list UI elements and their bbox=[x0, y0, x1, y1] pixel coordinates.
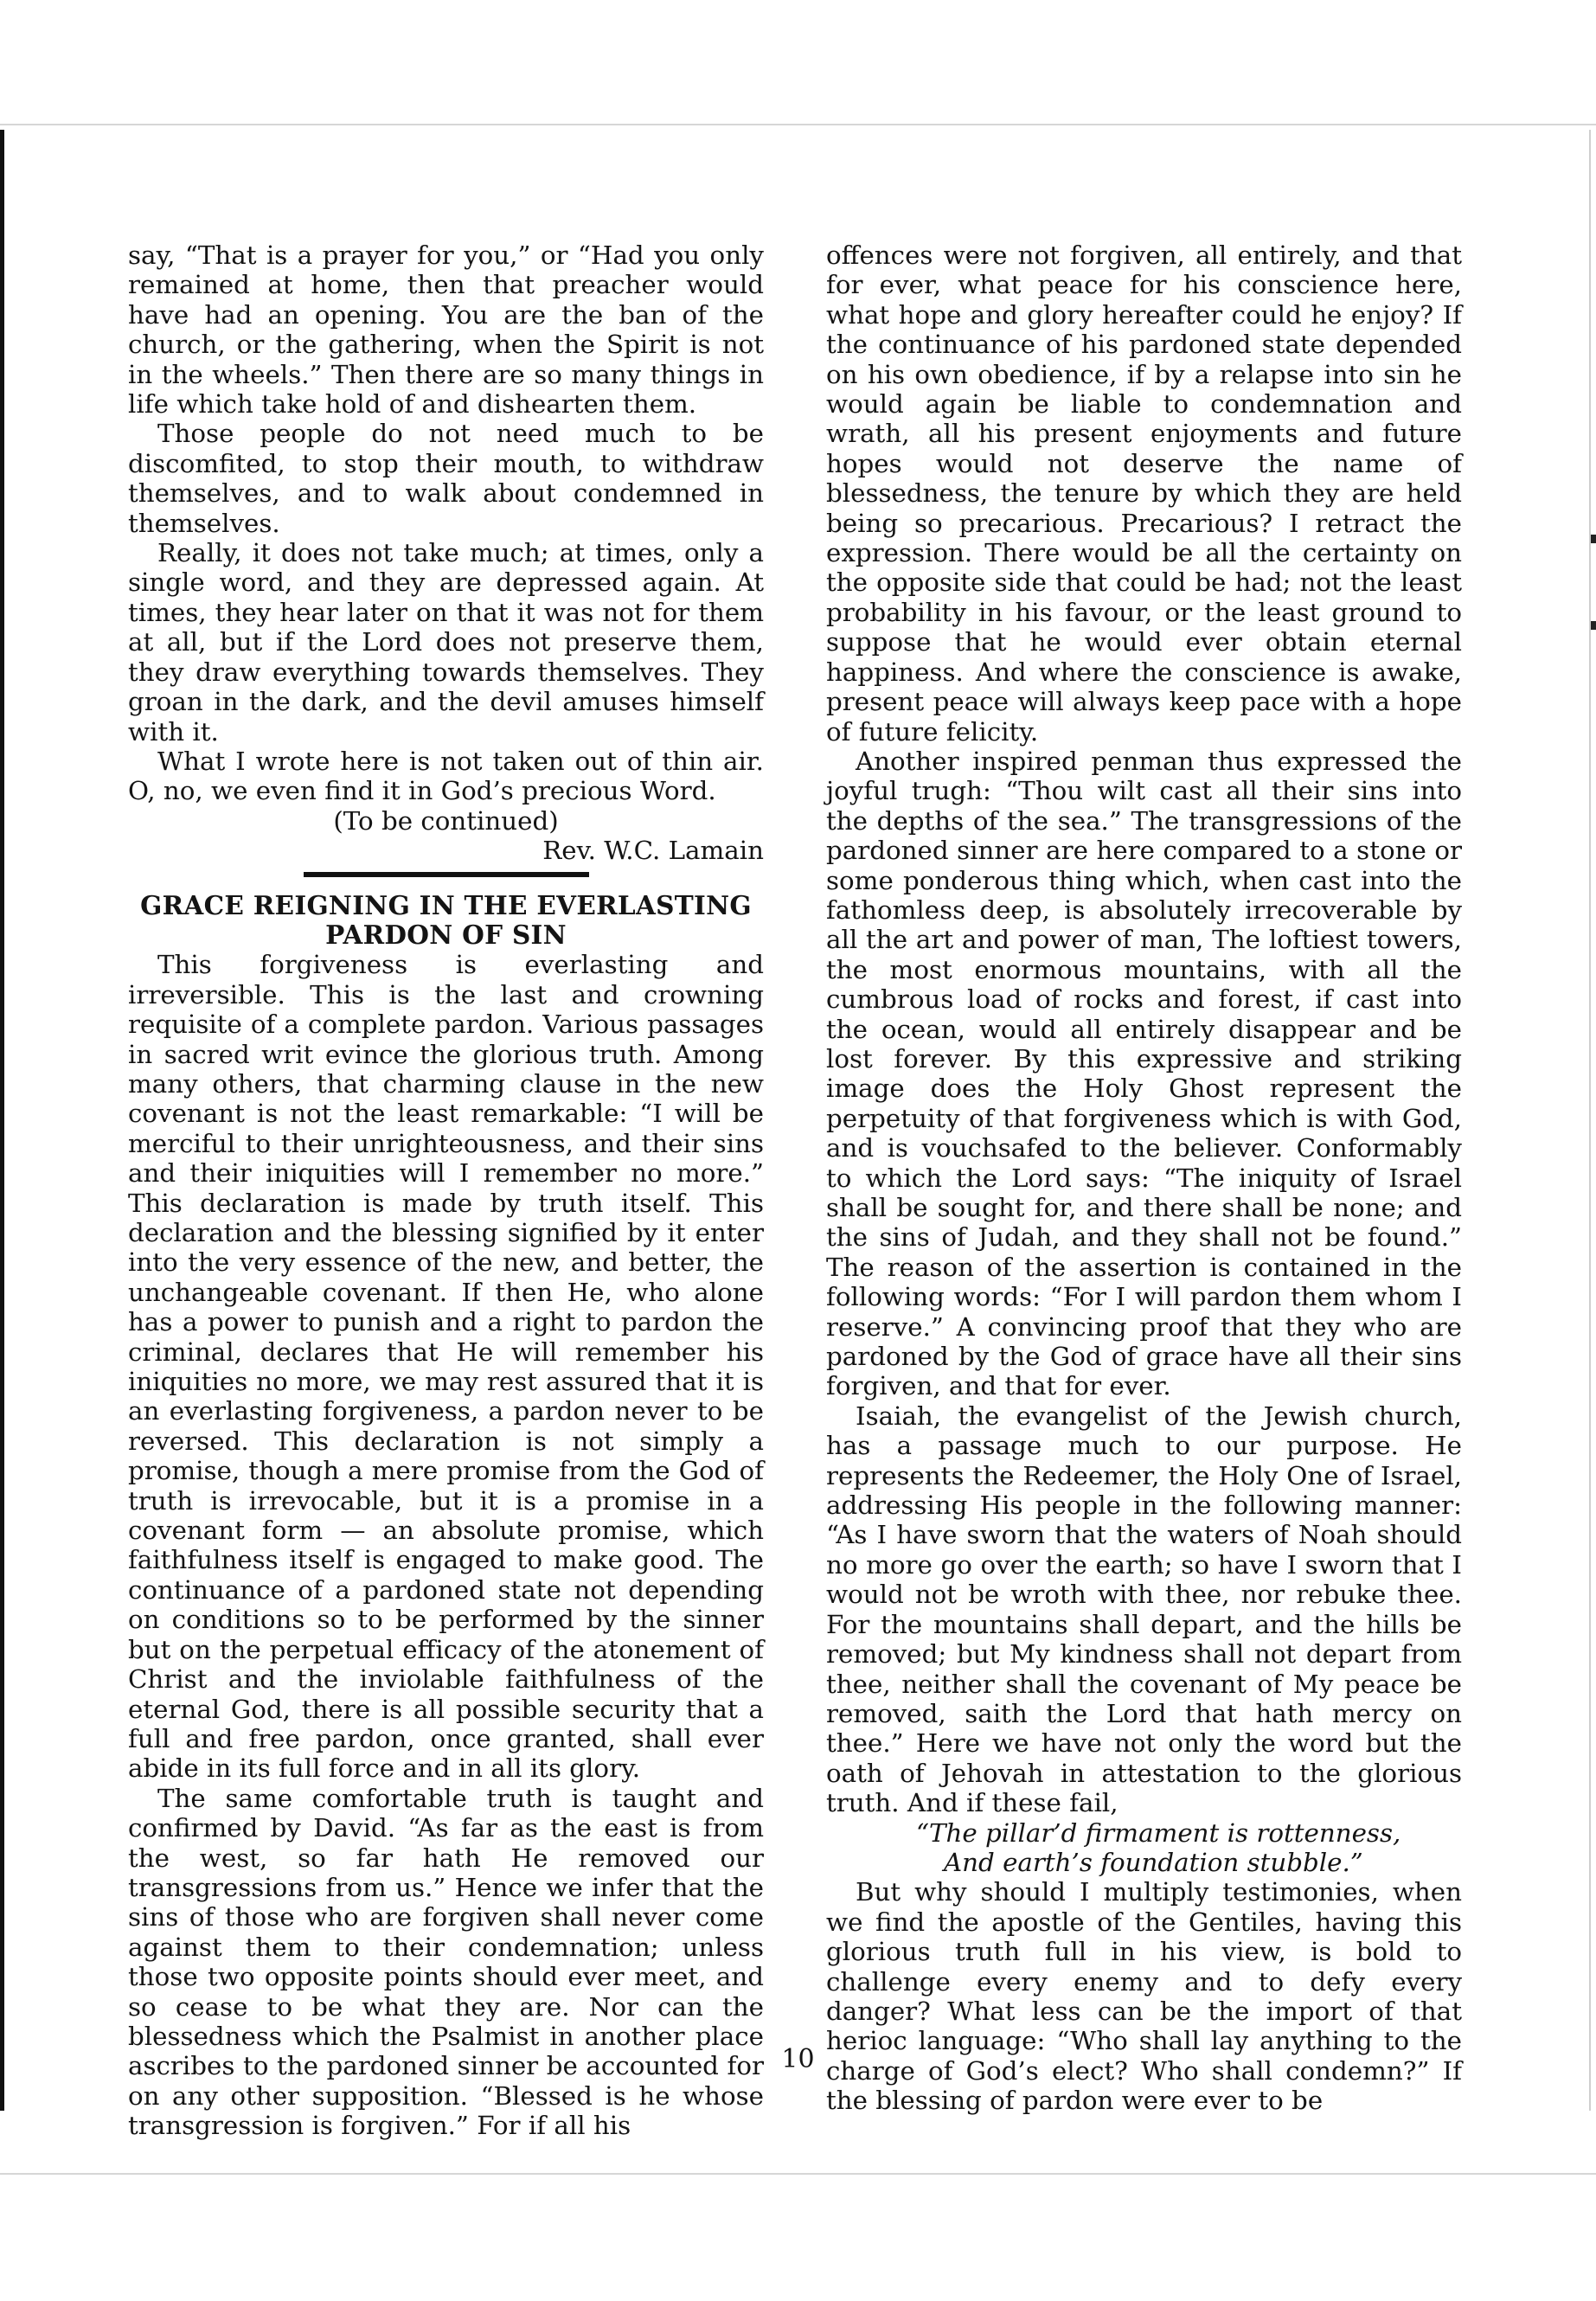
scan-edge-right bbox=[1589, 130, 1591, 2111]
margin-mark bbox=[1591, 621, 1596, 630]
paragraph: This forgiveness is everlasting and irreversible. This is the last and crowning requisite of a complete pardon. Various passages in sacred writ evince the glorious truth. Among many others, that charming clause in the new covenant is not the least remarkable: “I will be merciful to their unrighteousness, and their sins and their iniquities will I remember no more.” This declaration is made by truth itself. This declaration and the blessing signified by it enter into the very essence of the new, and better, the unchangeable covenant. If then He, who alone has a power to punish and a right to pardon the criminal, declares that He will remember his iniquities no more, we may rest assured that it is an everlasting forgiveness, a pardon never to be reversed. This declaration is not simply a promise, though a mere promise from the God of truth is irrevocable, but it is a promise in a covenant form — an absolute promise, which faithfulness itself is engaged to make good. The continuance of a pardoned state not depending on conditions so to be performed by the sinner but on the perpetual efficacy of the atonement of Christ and the inviolable faithfulness of the eternal God, there is all possible security that a full and free pardon, once granted, shall ever abide in its full force and in all its glory. bbox=[128, 950, 764, 1784]
page-number: 10 bbox=[781, 2044, 815, 2074]
poem-line: And earth’s foundation stubble.” bbox=[944, 1847, 1363, 1877]
scan-edge-bottom bbox=[0, 2173, 1596, 2175]
paragraph: Another inspired penman thus expressed the joyful trugh: “Thou wilt cast all their sins into the depths of the sea.” The transgressions of the pardoned sinner are here compared to a stone or some ponderous thing which, when cast into the fathomless deep, is absolutely irrecoverable by all the art and power of man, The loftiest towers, the most enormous mountains, with all the cumbrous load of rocks and forest, if cast into the ocean, would all entirely disappear and be lost forever. By this expressive and striking image does the Holy Ghost represent the perpetuity of that forgiveness which is with God, and is vouchsafed to the believer. Conformably to which the Lord says: “The iniquity of Israel shall be sought for, and there shall be none; and the sins of Judah, and they shall not be found.” The reason of the assertion is contained in the following words: “For I will pardon them whom I reserve.” A convincing proof that they who are pardoned by the God of grace have all their sins forgiven, and that for ever. bbox=[826, 746, 1462, 1401]
right-column bbox=[826, 240, 1462, 2116]
to-be-continued: (To be continued) bbox=[333, 805, 559, 836]
paragraph: But why should I multiply testimonies, when we find the apostle of the Gentiles, having this glorious truth full in his view, is bold to challenge every enemy and to defy every danger? What less can be the import of that herioc language: “Who shall lay anything to the charge of God’s elect? Who shall condemn?” If the blessing of pardon were ever to be bbox=[826, 1877, 1462, 2116]
poem-line: “The pillar’d firmament is rottenness, bbox=[916, 1817, 1401, 1848]
signature: Rev. W.C. Lamain bbox=[542, 836, 764, 866]
scan-edge-left bbox=[0, 130, 4, 2111]
scan-edge-top bbox=[0, 124, 1596, 125]
paragraph: say, “That is a prayer for you,” or “Had you only remained at home, then that preacher would have had an opening. You are the ban of the church, or the gathering, when the Spirit is not in the wheels.” Then there are so many things in life which take hold of and dishearten them. bbox=[128, 240, 764, 420]
paragraph: Really, it does not take much; at times, only a single word, and they are depressed again. At times, they hear later on that it was not for them at all, but if the Lord does not preserve them, they draw everything towards themselves. They groan in the dark, and the devil amuses himself with it. bbox=[128, 538, 764, 747]
section-divider bbox=[304, 872, 589, 877]
left-column bbox=[128, 240, 764, 2141]
article-title: GRACE REIGNING IN THE EVERLASTING PARDON OF SIN bbox=[140, 889, 752, 950]
margin-mark bbox=[1591, 535, 1596, 543]
paragraph: Isaiah, the evangelist of the Jewish church, has a passage much to our purpose. He represents the Redeemer, the Holy One of Israel, addressing His people in the following manner: “As I have sworn that the waters of Noah should no more go over the earth; so have I sworn that I would not be wroth with thee, nor rebuke thee. For the mountains shall depart, and the hills be removed; but My kindness shall not depart from thee, neither shall the covenant of My peace be removed, saith the Lord that hath mercy on thee.” Here we have not only the word but the oath of Jehovah in attestation to the glorious truth. And if these fail, bbox=[826, 1400, 1462, 1818]
paragraph: offences were not forgiven, all entirely, and that for ever, what peace for his conscience here, what hope and glory hereafter could he enjoy? If the continuance of his pardoned state depended on his own obedience, if by a relapse into sin he would again be liable to condemnation and wrath, all his present enjoyments and future hopes would not deserve the name of blessedness, the tenure by which they are held being so precarious. Precarious? I retract the expression. There would be all the certainty on the opposite side that could be had; not the least probability in his favour, or the least ground to suppose that he would ever obtain eternal happiness. And where the conscience is awake, present peace will always keep pace with a hope of future felicity. bbox=[826, 240, 1462, 747]
paragraph: What I wrote here is not taken out of thin air. O, no, we even find it in God’s precious Word. bbox=[128, 746, 764, 806]
paragraph: The same comfortable truth is taught and confirmed by David. “As far as the east is from the west, so far hath He removed our transgressions from us.” Hence we infer that the sins of those who are forgiven shall never come against them to their condemnation; unless those two opposite points should ever meet, and so cease to be what they are. Nor can the blessedness which the Psalmist in another place ascribes to the pardoned sinner be accounted for on any other supposition. “Blessed is he whose transgression is forgiven.” For if all his bbox=[128, 1783, 764, 2141]
paragraph: Those people do not need much to be discomfited, to stop their mouth, to withdraw themselves, and to walk about condemned in themselves. bbox=[128, 419, 764, 538]
